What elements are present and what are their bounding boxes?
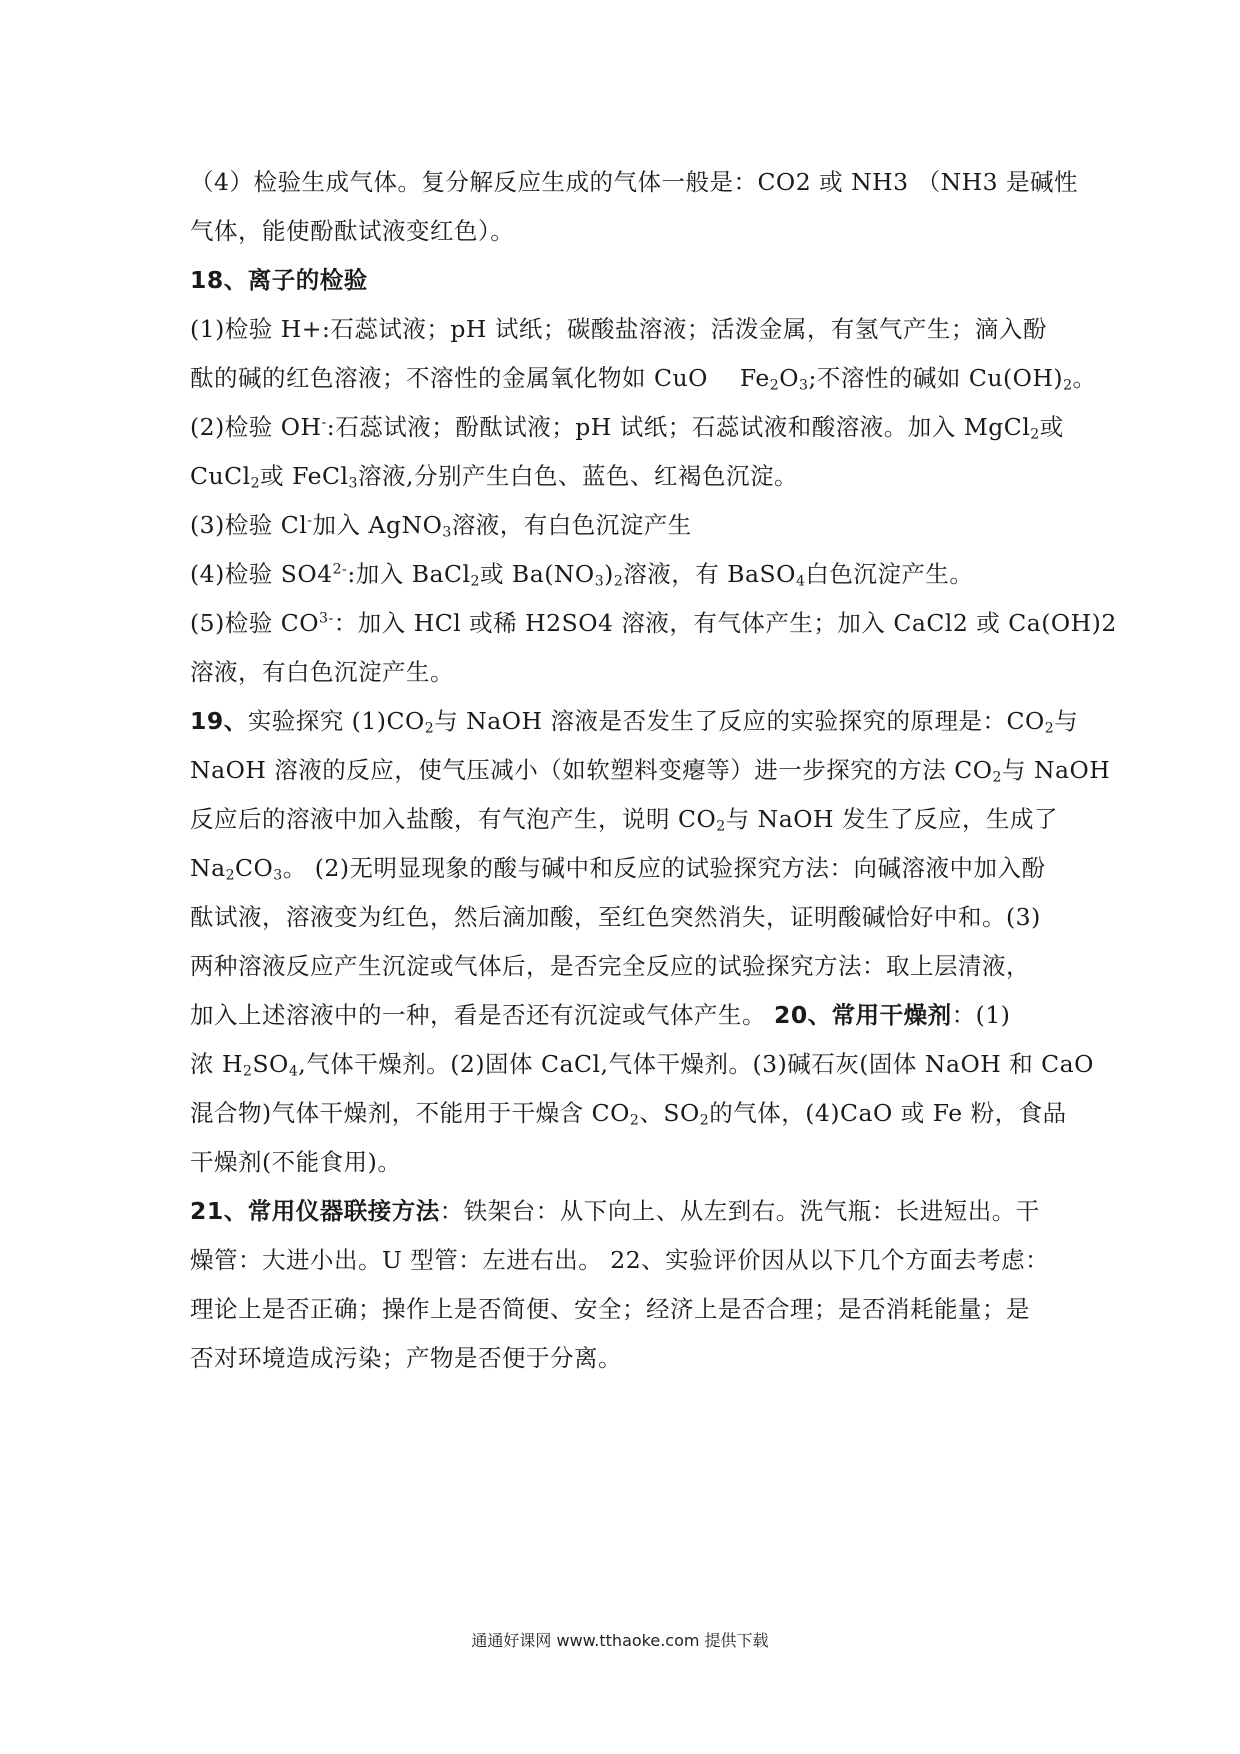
text-segment: 浓 H	[190, 1050, 243, 1078]
text-line	[190, 1236, 1060, 1285]
text-segment: 溶液，有白色沉淀产生。	[190, 658, 454, 686]
text-segment: ,气体干燥剂。(2)固体 CaCl,气体干燥剂。(3)碱石灰(固体 NaOH 和 CaO	[298, 1050, 1094, 1078]
text-segment: O	[779, 364, 799, 392]
bold-heading: 19、	[190, 707, 248, 735]
text-segment: 或 Ba(NO	[479, 560, 595, 588]
text-segment: 加入 AgNO	[312, 511, 443, 539]
text-segment: ：(1)	[951, 1001, 1011, 1029]
text-segment: )	[604, 560, 614, 588]
subscript: 2	[992, 769, 1002, 786]
text-segment: 加入上述溶液中的一种，看是否还有沉淀或气体产生。	[190, 1001, 774, 1029]
text-line	[190, 942, 1060, 991]
text-segment: 燥管：大进小出。U 型管：左进右出。 22、实验评价因从以下几个方面去考虑：	[190, 1246, 1050, 1274]
superscript: 3-	[319, 610, 334, 627]
subscript: 4	[795, 573, 806, 590]
text-line	[190, 1334, 1060, 1383]
text-line	[190, 403, 1064, 452]
subscript: 2	[613, 573, 624, 590]
text-segment: 的气体，(4)CaO 或 Fe 粉，食品	[709, 1099, 1067, 1127]
superscript: -	[321, 414, 327, 431]
text-segment: 与 NaOH	[1002, 756, 1111, 784]
subscript: 3	[273, 867, 283, 884]
text-line	[190, 1187, 1060, 1236]
subscript: 3	[799, 377, 809, 394]
text-segment: 或	[1039, 413, 1064, 441]
text-segment: ;不溶性的碱如 Cu(OH)	[808, 364, 1064, 392]
text-segment: 溶液,分别产生白色、蓝色、红褐色沉淀。	[357, 462, 798, 490]
text-segment: (4)检验 SO4	[190, 560, 333, 588]
text-segment: 酞的碱的红色溶液；不溶性的金属氧化物如 CuO Fe	[190, 364, 770, 392]
subscript: 2	[225, 867, 236, 884]
text-segment: 实验探究 (1)CO	[247, 707, 425, 735]
text-line	[190, 991, 1060, 1040]
text-line	[190, 844, 1060, 893]
text-segment: 。	[1072, 364, 1097, 392]
text-segment: 理论上是否正确；操作上是否简便、安全；经济上是否合理；是否消耗能量；是	[190, 1295, 1030, 1323]
text-segment: （4）检验生成气体。复分解反应生成的气体一般是：CO2 或 NH3 （NH3 是碱性	[190, 168, 1079, 196]
subscript: 2	[716, 818, 726, 835]
text-line	[190, 1040, 1094, 1089]
subscript: 3	[348, 475, 358, 492]
text-segment: ：加入 HCl 或稀 H2SO4 溶液，有气体产生；加入 CaCl2 或 Ca(OH)2	[333, 609, 1117, 637]
text-segment: 与 NaOH 溶液是否发生了反应的实验探究的原理是：CO	[434, 707, 1045, 735]
text-segment: 反应后的溶液中加入盐酸，有气泡产生，说明 CO	[190, 805, 717, 833]
superscript: 2-	[332, 561, 348, 578]
text-line	[190, 550, 1060, 599]
bold-heading: 20、常用干燥剂	[773, 1001, 952, 1029]
subscript: 2	[699, 1112, 710, 1129]
text-segment: 。 (2)无明显现象的酸与碱中和反应的试验探究方法：向碱溶液中加入酚	[282, 854, 1046, 882]
text-line	[190, 746, 1111, 795]
document-body	[190, 158, 1117, 1383]
subscript: 2	[424, 720, 435, 737]
text-segment: CuCl	[190, 462, 251, 490]
text-segment: 否对环境造成污染；产物是否便于分离。	[190, 1344, 622, 1372]
text-line	[190, 501, 1060, 550]
page-footer: 通通好课网 www.tthaoke.com 提供下载	[471, 1631, 769, 1650]
subscript: 4	[288, 1063, 299, 1080]
text-line	[190, 305, 1060, 354]
text-line	[190, 893, 1060, 942]
bold-heading: 18、离子的检验	[190, 266, 368, 294]
subscript: 3	[594, 573, 605, 590]
text-line	[190, 158, 1079, 207]
subscript: 2	[1044, 720, 1055, 737]
text-line	[190, 1285, 1060, 1334]
text-segment: 与	[1054, 707, 1079, 735]
text-segment: 、SO	[639, 1099, 700, 1127]
subscript: 2	[769, 377, 780, 394]
text-line	[190, 648, 1060, 697]
text-segment: (1)检验 H+:石蕊试液；pH 试纸；碳酸盐溶液；活泼金属，有氢气产生；滴入酚	[190, 315, 1047, 343]
text-line	[190, 697, 1079, 746]
subscript: 2	[242, 1063, 253, 1080]
text-segment: (3)检验 Cl	[190, 511, 308, 539]
subscript: 2	[250, 475, 261, 492]
text-line	[190, 1138, 1060, 1187]
subscript: 2	[470, 573, 480, 590]
text-segment: SO	[252, 1050, 289, 1078]
text-segment: NaOH 溶液的反应，使气压减小（如软塑料变瘪等）进一步探究的方法 CO	[190, 756, 993, 784]
text-segment: :加入 BaCl	[347, 560, 471, 588]
text-segment: 两种溶液反应产生沉淀或气体后，是否完全反应的试验探究方法：取上层清液，	[190, 952, 1030, 980]
text-segment: 白色沉淀产生。	[805, 560, 974, 588]
text-segment: CO	[235, 854, 274, 882]
text-segment: (2)检验 OH	[190, 413, 322, 441]
text-segment: 混合物)气体干燥剂，不能用于干燥含 CO	[190, 1099, 630, 1127]
text-line	[190, 256, 1060, 305]
text-segment: (5)检验 CO	[190, 609, 320, 637]
subscript: 2	[629, 1112, 640, 1129]
text-line	[190, 795, 1060, 844]
text-segment: Na	[190, 854, 226, 882]
text-segment: 气体，能使酚酞试液变红色）。	[190, 217, 515, 245]
text-segment: ：铁架台：从下向上、从左到右。洗气瓶：长进短出。干	[439, 1197, 1040, 1225]
text-line	[190, 599, 1117, 648]
bold-heading: 21、常用仪器联接方法	[190, 1197, 440, 1225]
text-line	[190, 1089, 1067, 1138]
text-segment: 干燥剂(不能食用)。	[190, 1148, 402, 1176]
text-line	[190, 354, 1097, 403]
text-segment: 酞试液，溶液变为红色，然后滴加酸，至红色突然消失，证明酸碱恰好中和。(3)	[190, 903, 1041, 931]
subscript: 2	[1030, 426, 1040, 443]
text-segment: :石蕊试液；酚酞试液；pH 试纸；石蕊试液和酸溶液。加入 MgCl	[326, 413, 1031, 441]
text-segment: 溶液，有 BaSO	[623, 560, 796, 588]
text-line	[190, 452, 1060, 501]
text-segment: 溶液，有白色沉淀产生	[451, 511, 692, 539]
superscript: -	[307, 512, 313, 529]
text-line	[190, 207, 1060, 256]
subscript: 2	[1063, 377, 1073, 394]
text-segment: 或 FeCl	[260, 462, 349, 490]
subscript: 3	[442, 524, 452, 541]
text-segment: 与 NaOH 发生了反应，生成了	[725, 805, 1058, 833]
